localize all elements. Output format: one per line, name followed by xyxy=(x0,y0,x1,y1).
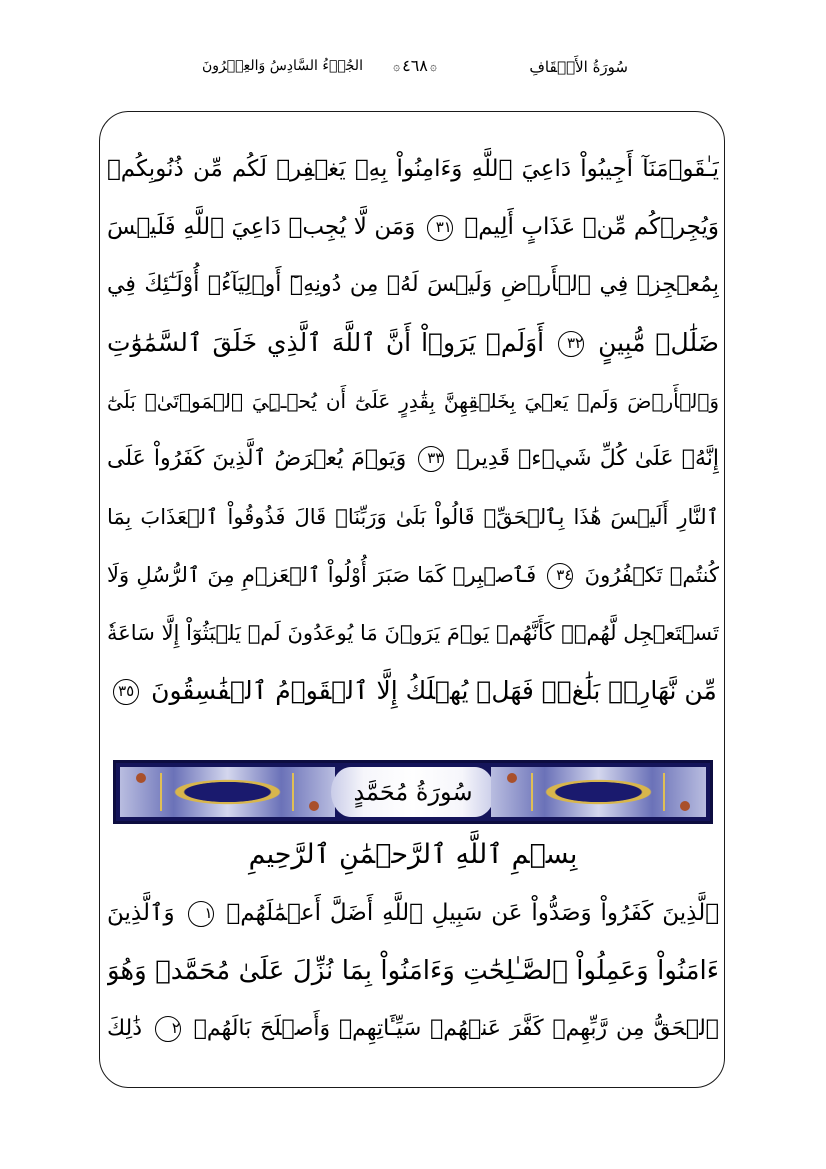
verse-text: ٱلۡحَقُّ مِن رَّبِّهِمۡ كَفَّرَ عَنۡهُمۡ سَيِّـَٔاتِهِمۡ وَأَصۡلَحَ بَالَهُمۡ xyxy=(193,1016,719,1041)
ornament-icon: ۞ xyxy=(393,58,401,73)
gold-filigree xyxy=(160,773,162,811)
ornament-icon: ۞ xyxy=(429,58,437,73)
verse-text: وَٱلۡأَرۡضَ وَلَمۡ يَعۡيَ بِخَلۡقِهِنَّ بِقَٰدِرٍ عَلَىٰٓ أَن يُحۡـِۧيَ ٱلۡمَوۡتَىٰۚ بَلَىٰٓ xyxy=(107,389,719,413)
text-line xyxy=(107,256,719,314)
ayah-number-marker: ٣١ xyxy=(427,215,453,241)
ayah-number-marker: ٣٤ xyxy=(547,563,573,589)
verse-text: وَيُجِرۡكُم مِّنۡ عَذَابٍ أَلِيمٖ xyxy=(464,214,719,240)
text-line xyxy=(107,430,719,488)
gold-filigree xyxy=(531,773,533,811)
verse-text: ذَٰلِكَ xyxy=(107,1016,143,1041)
arabesque-ornament-icon xyxy=(491,767,706,817)
text-line xyxy=(107,604,719,662)
header-juz-name: الجُزۡءُ السَّادِسُ وَالعِشۡرُونَ xyxy=(202,58,363,74)
verse-text: إِنَّهُۥ عَلَىٰ كُلِّ شَيۡءٖ قَدِيرٞ xyxy=(456,446,719,471)
text-line xyxy=(107,546,719,604)
ahqaf-text-block xyxy=(107,140,719,720)
verse-text: يَـٰقَوۡمَنَآ أَجِيبُواْ دَاعِيَ ٱللَّهِ وَءَامِنُواْ بِهِۦ يَغۡفِرۡ لَكُم مِّن ذُنُوبِكُمۡ xyxy=(107,156,719,182)
verse-text: وَمَن لَّا يُجِبۡ دَاعِيَ ٱللَّهِ فَلَيۡسَ xyxy=(107,214,416,240)
verse-text: أَوَلَمۡ يَرَوۡاْ أَنَّ ٱللَّهَ ٱلَّذِي خَلَقَ ٱلسَّمَٰوَٰتِ xyxy=(107,328,545,357)
page-number-group xyxy=(393,56,437,75)
header-surah-name: سُورَةُ الأَحۡقَافِ xyxy=(529,58,628,76)
gold-filigree xyxy=(663,773,665,811)
page-number: ٤٦٨ xyxy=(402,56,428,75)
text-line xyxy=(107,372,719,430)
text-line xyxy=(107,140,719,198)
text-line xyxy=(107,198,719,256)
text-line xyxy=(107,884,719,942)
verse-text: فَٱصۡبِرۡ كَمَا صَبَرَ أُوْلُواْ ٱلۡعَزۡمِ مِنَ ٱلرُّسُلِ وَلَا xyxy=(107,563,537,587)
verse-text: ضَلَٰلٖ مُّبِينٍ xyxy=(598,328,719,357)
muhammad-text-block xyxy=(107,826,719,1058)
verse-text: بِمُعۡجِزٖ فِي ٱلۡأَرۡضِ وَلَيۡسَ لَهُۥ مِن دُونِهِۦٓ أَوۡلِيَآءُۚ أُوْلَـٰٓئِكَ فِي xyxy=(107,272,719,297)
text-line xyxy=(107,942,719,1000)
text-line xyxy=(107,662,719,720)
verse-text: كُنتُمۡ تَكۡفُرُونَ xyxy=(584,563,719,587)
verse-text: ٱلَّذِينَ كَفَرُواْ وَصَدُّواْ عَن سَبِيلِ ٱللَّهِ أَضَلَّ أَعۡمَٰلَهُمۡ xyxy=(226,900,719,926)
verse-text: ٱلنَّارِ أَلَيۡسَ هَٰذَا بِٱلۡحَقِّۖ قَالُواْ بَلَىٰ وَرَبِّنَاۚ قَالَ فَذُوقُواْ ٱلۡعَذَابَ بِمَا xyxy=(107,505,719,529)
ayah-number-marker: ٢ xyxy=(155,1016,181,1042)
surah-title: سُورَةُ مُحَمَّدٍ xyxy=(353,778,473,806)
surah-title-banner xyxy=(113,760,713,824)
verse-text: مِّن نَّهَارِۭۚ بَلَٰغٞۚ فَهَلۡ يُهۡلَكُ إِلَّا ٱلۡقَوۡمُ ٱلۡفَٰسِقُونَ xyxy=(151,676,717,705)
text-line xyxy=(107,1000,719,1058)
text-line xyxy=(107,314,719,372)
verse-text: تَسۡتَعۡجِل لَّهُمۡۚ كَأَنَّهُمۡ يَوۡمَ يَرَوۡنَ مَا يُوعَدُونَ لَمۡ يَلۡبَثُوٓاْ إِلَّا سَاعَةٗ xyxy=(107,621,719,645)
arabesque-ornament-icon xyxy=(120,767,335,817)
basmala: بِسۡمِ ٱللَّهِ ٱلرَّحۡمَٰنِ ٱلرَّحِيمِ xyxy=(248,839,578,870)
ayah-number-marker: ١ xyxy=(188,901,214,927)
ayah-number-marker: ٣٥ xyxy=(113,679,139,705)
verse-text: وَيَوۡمَ يُعۡرَضُ ٱلَّذِينَ كَفَرُواْ عَلَى xyxy=(107,446,407,471)
gold-filigree xyxy=(292,773,294,811)
ayah-number-marker: ٣٢ xyxy=(558,331,584,357)
verse-text: ءَامَنُواْ وَعَمِلُواْ ٱلصَّـٰلِحَٰتِ وَءَامَنُواْ بِمَا نُزِّلَ عَلَىٰ مُحَمَّدٖ وَهُوَ xyxy=(107,956,719,986)
ayah-number-marker: ٣٣ xyxy=(418,446,444,472)
verse-text: وَٱلَّذِينَ xyxy=(107,900,175,926)
banner-title-cartouche xyxy=(331,767,495,817)
text-line xyxy=(107,488,719,546)
basmala-line xyxy=(107,826,719,884)
page-header xyxy=(190,54,640,84)
